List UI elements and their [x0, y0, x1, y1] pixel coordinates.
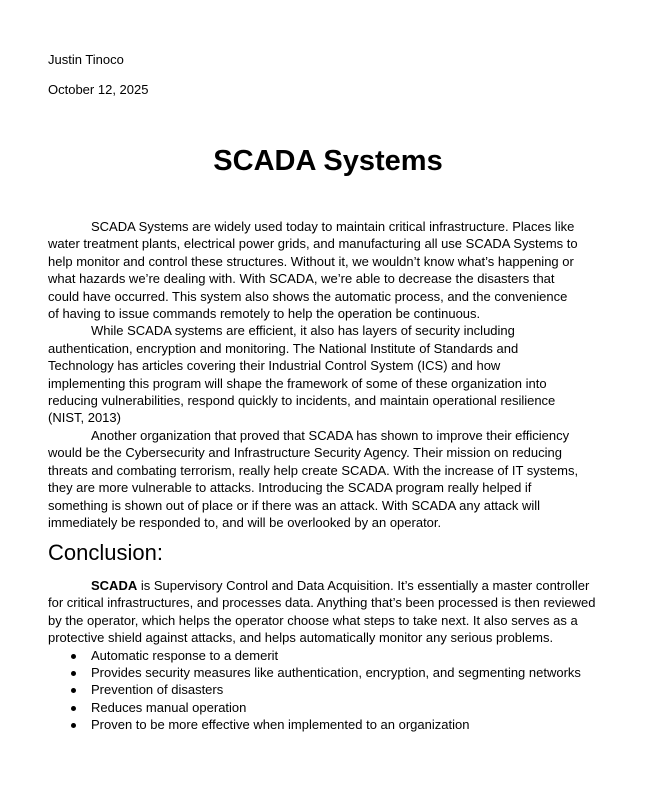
- document-date: October 12, 2025: [48, 82, 149, 97]
- bullet-icon: [71, 688, 76, 693]
- bullet-text: Prevention of disasters: [91, 682, 224, 698]
- bullet-item: [48, 664, 608, 681]
- conclusion-heading: Conclusion:: [48, 540, 163, 565]
- bullet-text: Automatic response to a demerit: [91, 647, 279, 663]
- body-section: [48, 218, 580, 531]
- bullet-item: [48, 699, 608, 716]
- author-name: Justin Tinoco: [48, 52, 124, 67]
- conclusion-bullet-list: [48, 647, 608, 734]
- conclusion-section: [48, 577, 608, 734]
- bullet-icon: [71, 654, 76, 659]
- bullet-icon: [71, 723, 76, 728]
- bullet-item: [48, 681, 608, 698]
- bullet-text: Proven to be more effective when implemented to an organization: [91, 717, 470, 733]
- bullet-item: [48, 647, 608, 664]
- body-paragraph-1: SCADA Systems are widely used today to maintain critical infrastructure. Places like water treatment plants, electrical power grids, and manufacturing all use SCADA Systems to help monitor and control these structures. Without it, we wouldn’t know what’s happening or what hazards we’re dealing with. With SCADA, we’re able to decrease the disasters that could have occurred. This system also shows the automatic process, and the convenience of having to issue commands remotely to help the operation be continuous.: [48, 219, 578, 322]
- document-title: SCADA Systems: [213, 145, 443, 177]
- bullet-item: [48, 716, 608, 733]
- bullet-text: Reduces manual operation: [91, 699, 247, 715]
- bullet-icon: [71, 671, 76, 676]
- bullet-icon: [71, 706, 76, 711]
- conclusion-paragraph: [48, 577, 608, 647]
- bullet-text: Provides security measures like authentication, encryption, and segmenting networks: [91, 665, 581, 681]
- body-paragraph-3: Another organization that proved that SCADA has shown to improve their efficiency would be the Cybersecurity and Infrastructure Security Agency. Their mission on reducing threats and combating terrorism, really help create SCADA. With the increase of IT systems, they are more vulnerable to attacks. Introducing the SCADA program really helped if something is shown out of place or if there was an attack. With SCADA any attack will immediately be responded to, and will be overlooked by an operator.: [48, 427, 579, 530]
- body-paragraph-2: While SCADA systems are efficient, it also has layers of security including authentication, encryption and monitoring. The National Institute of Standards and Technology has articles covering their Industrial Control System (ICS) and how implementing this program will shape the framework of some of these organization into reducing vulnerabilities, respond quickly to incidents, and maintain operational resilience (NIST, 2013): [48, 323, 556, 426]
- conclusion-bold-term: SCADA: [91, 578, 138, 593]
- conclusion-paragraph-text: is Supervisory Control and Data Acquisition. It’s essentially a master controller for critical infrastructures, and processes data. Anything that’s been processed is then reviewed by the operator, which helps the operator choose what steps to take next. It also serves as a protective shield against attacks, and helps automatically monitor any serious problems.: [48, 578, 596, 646]
